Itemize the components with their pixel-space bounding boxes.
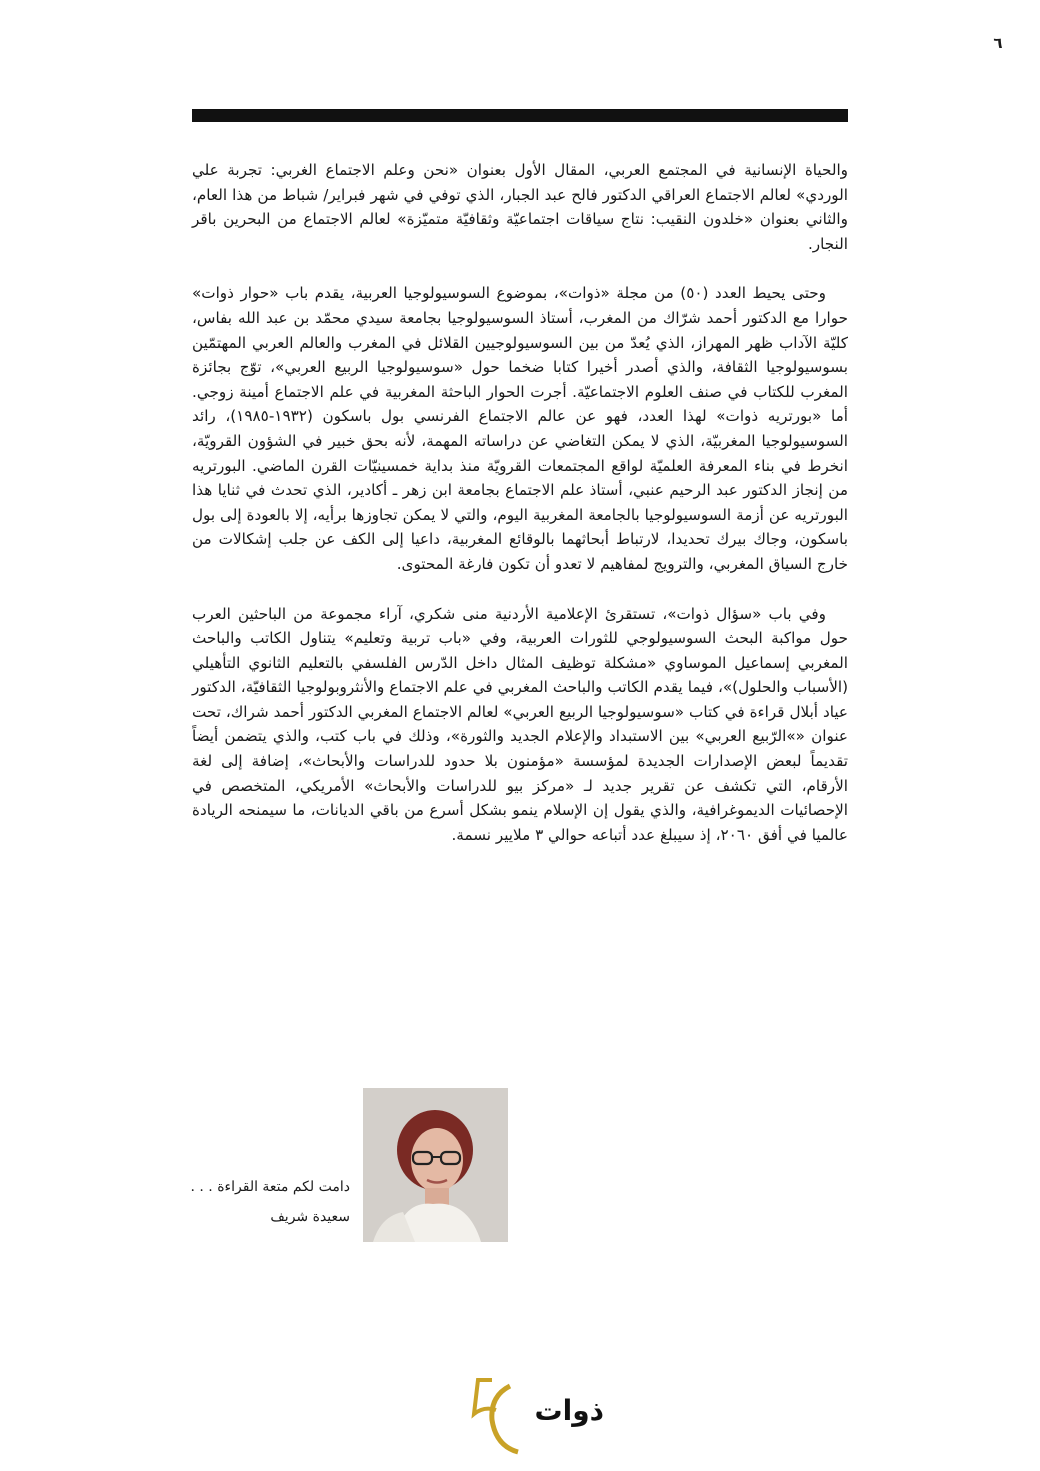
editorial-body [192,158,848,872]
paragraph-2: وحتى يحيط العدد (٥٠) من مجلة «ذوات»، بموضوع السوسيولوجيا العربية، يقدم باب «حوار ذوات» حوارا مع الدكتور أحمد شرّاك من المغرب، أستاذ السوسيولوجيا بجامعة سيدي محمّد بن عبد الله بفاس، كليّة الآداب ظهر المهراز، الذي يُعدّ من بين السوسيولوجيين القلائل في المغرب والعالم العربي المهتمّين بسوسيولوجيا الثقافة، والذي أصدر أخيرا كتابا ضخما حول «سوسيولوجيا الربيع العربي»، توّج بجائزة المغرب للكتاب في صنف العلوم الاجتماعيّة. أجرت الحوار الباحثة المغربية في علم الاجتماع أمينة زوجي. أما «بورتريه ذوات» لهذا العدد، فهو عن عالم الاجتماع الفرنسي بول باسكون (١٩٣٢-١٩٨٥)، رائد السوسيولوجيا المغربيّة، الذي لا يمكن التغاضي عن دراساته المهمة، لأنه بحق خبير في الشؤون القرويّة، انخرط في بناء المعرفة العلميّة لواقع المجتمعات القرويّة منذ بداية خمسينيّات القرن الماضي. البورتريه من إنجاز الدكتور عبد الرحيم عنبي، أستاذ علم الاجتماع بجامعة ابن زهر ـ أكادير، الذي تحدث في ثنايا هذا البورتريه عن أزمة السوسيولوجيا بالجامعة المغربية اليوم، والتي لا يمكن تجاوزها برأيه، إلا بالعودة إلى بول باسكون، وجاك بيرك تحديدا، لارتباط أبحاثهما بالوقائع المغربية، داعيا إلى الكف عن جلب إشكالات من خارج السياق المغربي، والترويج لمفاهيم لا تعدو أن تكون فارغة المحتوى. [192,284,848,573]
magazine-logo [470,1376,610,1458]
paragraph-1: والحياة الإنسانية في المجتمع العربي، المقال الأول بعنوان «نحن وعلم الاجتماع الغربي: تجربة علي الوردي» لعالم الاجتماع العراقي الدكتور فالح عبد الجبار، الذي توفي في شهر فبراير/ شباط من هذا العام، والثاني بعنوان «خلدون النقيب: نتاج سياقات اجتماعيّة وثقافيّة متميّزة» لعالم الاجتماع من البحرين باقر النجار. [192,161,848,253]
author-portrait-image [363,1088,508,1242]
top-rule-divider [192,109,848,122]
closing-line: دامت لكم متعة القراءة . . . [190,1179,350,1195]
paragraph-3: وفي باب «سؤال ذوات»، تستقرئ الإعلامية الأردنية منى شكري، آراء مجموعة من الباحثين العرب حول مواكبة البحث السوسيولوجي للثورات العربية، وفي «باب تربية وتعليم» يتناول الكاتب والباحث المغربي إسماعيل الموساوي «مشكلة توظيف المثال داخل الدّرس الفلسفي بالتعليم الثانوي التأهيلي (الأسباب والحلول)»، فيما يقدم الكاتب والباحث المغربي في علم الاجتماع والأنثروبولوجيا الثقافيّة، الدكتور عياد أبلال قراءة في كتاب «سوسيولوجيا الربيع العربي» لعالم الاجتماع المغربي الدكتور أحمد شراك، تحت عنوان «»الرّبيع العربي» بين الاستبداد والإعلام الجديد والثورة»، وذلك في باب كتب، والذي يتضمن أيضاً تقديماً لبعض الإصدارات الجديدة لمؤسسة «مؤمنون بلا حدود للدراسات والأبحاث»، إضافة إلى لغة الأرقام، التي تكشف عن تقرير جديد لـ «مركز بيو للدراسات والأبحاث» الأمريكي، المتخصص في الإحصائيات الديموغرافية، والذي يقول إن الإسلام ينمو بشكل أسرع من باقي الديانات، ما سيمنحه الريادة عالميا في أفق ٢٠٦٠، إذ سيبلغ عدد أتباعه حوالي ٣ ملايير نسمة. [192,604,848,844]
author-name: سعيدة شريف [270,1209,350,1225]
signature-block [192,1088,508,1242]
page-number: ٦ [993,34,1003,52]
author-photo [363,1088,508,1242]
logo-text: ذوات [534,1394,604,1427]
signature-text [180,1172,350,1232]
